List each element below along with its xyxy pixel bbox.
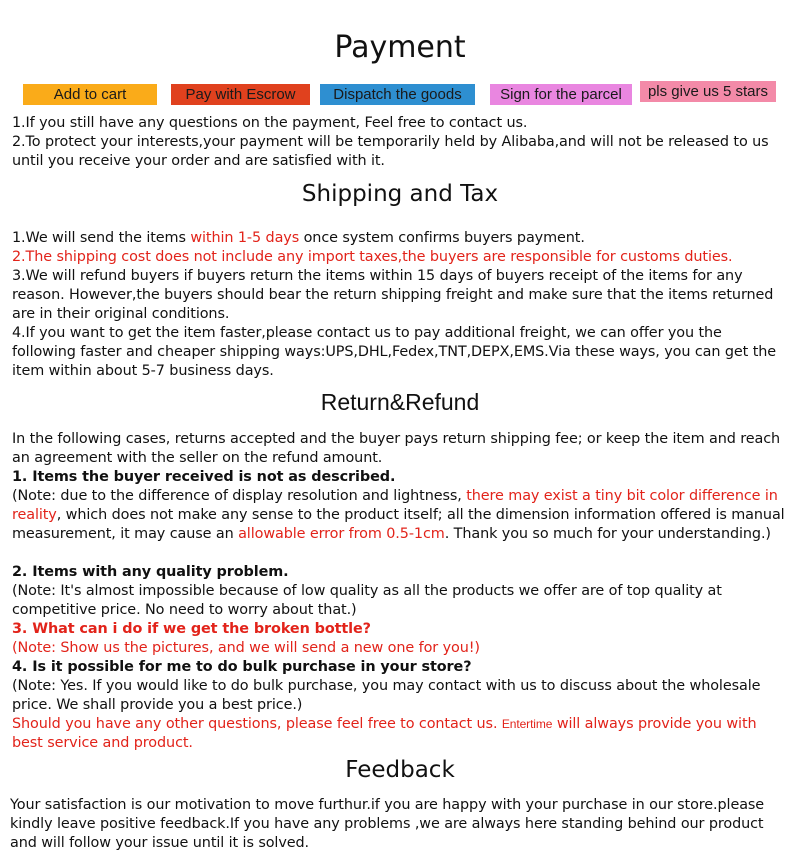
refund-q4: 4. Is it possible for me to do bulk purchase in your store? [12,659,472,675]
note1-highlight-color: there may exist a tiny bit color difference in reality [12,488,778,523]
refund-closing [12,715,790,753]
refund-q2: 2. Items with any quality problem. [12,564,289,580]
refund-intro: In the following cases, returns accepted and the buyer pays return shipping fee; or keep the item and reach an agreement with the seller on the refund amount. [12,431,781,466]
refund-note-2: (Note: It's almost impossible because of low quality as all the products we offer are of top quality at competitive price. No need to worry about that.) [12,583,722,618]
shipping-p1-text-end: once system confirms buyers payment. [299,230,585,246]
shipping-point-4: 4.If you want to get the item faster,please contact us to pay additional freight, we can offer you the following faster and cheaper shipping ways:UPS,DHL,Fedex,TNT,DEPX,EMS.Via these ways, you can get the item within about 5-7 business days. [12,325,777,379]
step-pay-with-escrow: Pay with Escrow [171,84,310,105]
shipping-point-2: 2.The shipping cost does not include any import taxes,the buyers are responsible for customs duties. [12,249,733,265]
refund-note-4: (Note: Yes. If you would like to do bulk purchase, you may contact with us to discuss about the wholesale price. We shall provide you a best price.) [12,678,761,713]
step-add-to-cart: Add to cart [23,84,157,105]
note1-highlight-error: allowable error from 0.5-1cm [238,526,445,542]
payment-line-2: 2.To protect your interests,your payment will be temporarily held by Alibaba,and will not be released to us until you receive your order and are satisfied with it. [12,134,769,169]
note1-text-mid: , which does not make any sense to the product itself; all the dimension information offered is manual measurement, it may cause an [12,507,785,542]
shipping-title: Shipping and Tax [301,181,499,207]
feedback-text: Your satisfaction is our motivation to move furthur.if you are happy with your purchase in our store.please kindly leave positive feedback.If you have any problems ,we are always here standing behind our product and will follow your issue until it is solved. [10,797,765,851]
refund-q3: 3. What can i do if we get the broken bottle? [12,621,371,637]
refund-note-3: (Note: Show us the pictures, and we will send a new one for you!) [12,640,480,656]
payment-title: Payment [334,30,466,65]
refund-note-1 [12,487,790,544]
shipping-p1-highlight: within 1-5 days [190,230,300,246]
shipping-point-1 [12,229,790,248]
shipping-point-3: 3.We will refund buyers if buyers return the items within 15 days of buyers receipt of the items for any reason. However,the buyers should bear the return shipping freight and make sure that the items returned are in their original conditions. [12,268,774,322]
step-sign-parcel: Sign for the parcel [490,84,632,105]
step-give-stars: pls give us 5 stars [640,81,776,102]
closing-text: Should you have any other questions, please feel free to contact us. [12,716,502,732]
refund-q1: 1. Items the buyer received is not as described. [12,469,396,485]
feedback-title: Feedback [345,757,455,783]
payment-line-1: 1.If you still have any questions on the payment, Feel free to contact us. [12,115,528,131]
refund-title: Return&Refund [320,389,480,415]
note1-text: (Note: due to the difference of display resolution and lightness, [12,488,467,504]
brand-name: Entertime [501,717,553,731]
closing-text-end: will always provide you with best service and product. [12,716,757,751]
payment-steps [0,84,800,108]
step-dispatch-goods: Dispatch the goods [320,84,475,105]
shipping-p1-text: 1.We will send the items [12,230,191,246]
note1-text-end: . Thank you so much for your understanding.) [444,526,771,542]
